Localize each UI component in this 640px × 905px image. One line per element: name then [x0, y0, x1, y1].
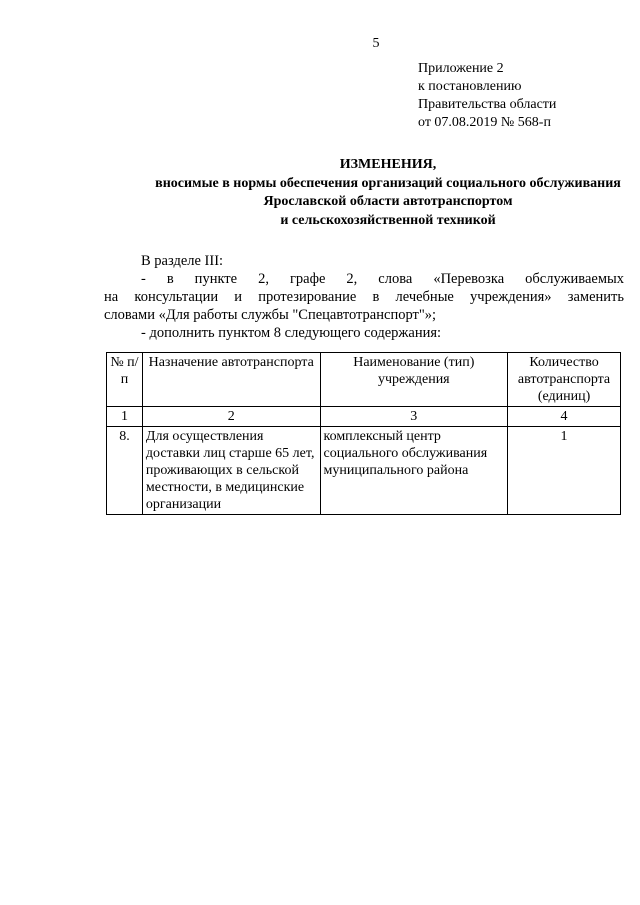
header-purpose: Назначение автотранспорта — [142, 353, 320, 407]
body-text — [104, 252, 624, 342]
header-quantity: Количество автотранспорта (единиц) — [508, 353, 621, 407]
numbering-cell: 3 — [320, 407, 508, 427]
paragraph-item2-line2: на консультации и протезирование в лечебные учреждения» заменить — [104, 289, 624, 305]
title-line-4: и сельскохозяйственной техникой — [280, 212, 496, 228]
attachment-line-4: от 07.08.2019 № 568-п — [418, 115, 551, 130]
row-number: 8. — [107, 427, 143, 515]
page-number: 5 — [372, 36, 380, 51]
document-title — [100, 156, 640, 230]
paragraph-item8: - дополнить пунктом 8 следующего содержания: — [141, 325, 442, 341]
title-line-2: вносимые в нормы обеспечения организаций социального обслуживания — [155, 175, 621, 191]
attachment-line-1: Приложение 2 — [418, 61, 504, 76]
numbering-cell: 1 — [107, 407, 143, 427]
row-institution: комплексный центр социального обслуживания муниципального района — [320, 427, 508, 515]
attachment-line-2: к постановлению — [418, 79, 522, 94]
paragraph-item2-line1: - в пункте 2, графе 2, слова «Перевозка обслуживаемых — [141, 271, 624, 287]
numbering-cell: 4 — [508, 407, 621, 427]
attachment-block — [418, 60, 556, 132]
paragraph-item2-line3: словами «Для работы службы "Спецавтотранспорт"»; — [104, 307, 437, 323]
row-purpose: Для осуществления доставки лиц старше 65 лет, проживающих в сельской местности, в медицинские организации — [142, 427, 320, 515]
table-row — [107, 427, 621, 515]
title-line-3: Ярославской области автотранспортом — [263, 194, 513, 209]
header-number: № п/п — [107, 353, 143, 407]
header-institution: Наименование (тип) учреждения — [320, 353, 508, 407]
changes-table — [106, 352, 621, 515]
table-numbering-row — [107, 407, 621, 427]
attachment-line-3: Правительства области — [418, 97, 557, 112]
title-line-1: ИЗМЕНЕНИЯ, — [339, 157, 437, 172]
table-header-row — [107, 353, 621, 407]
row-quantity: 1 — [508, 427, 621, 515]
paragraph-section: В разделе III: — [141, 253, 224, 269]
numbering-cell: 2 — [142, 407, 320, 427]
